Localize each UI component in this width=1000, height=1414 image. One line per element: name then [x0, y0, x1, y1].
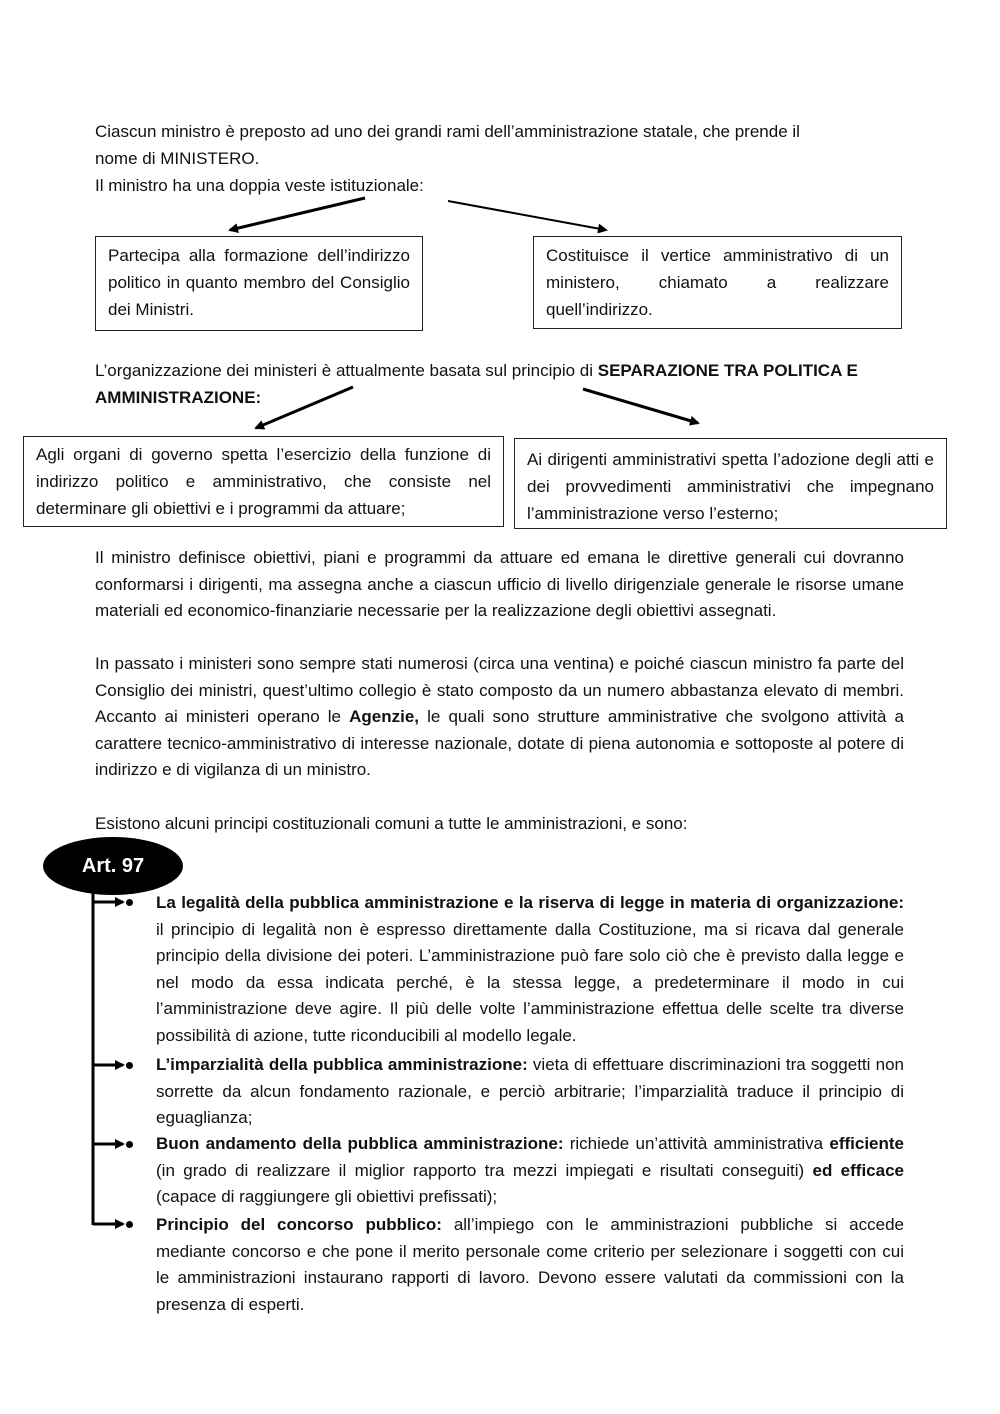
past-paragraph-text: In passato i ministeri sono sempre stati numerosi (circa una ventina) e poiché ciascun ministro fa parte del Consiglio dei ministri, quest’ultimo collegio è stato composto da un numero abbastanza elevato di membri. Accanto ai ministeri operano le: [95, 654, 904, 727]
past-paragraph: [95, 651, 904, 784]
intro-line-2: nome di MINISTERO.: [95, 149, 260, 168]
principle-impartiality: [156, 1052, 904, 1132]
principle-legality-text: il principio di legalità non è espresso direttamente dalla Costituzione, ma si ricava dal generale principio della divisione dei poteri. L’amministrazione può fare solo ciò che è previsto dalla legge e nel modo da essa indicata perché, è la stessa legge, a predeterminare il modo in cui l’amministrazione deve agire. Il più delle volte l’amministrazione effettua delle scelte tra diverse possibilità di azione, tutte riconducibili al modello legale.: [156, 919, 904, 1045]
principle-public-competition-text: all’impiego con le amministrazioni pubbliche si accede mediante concorso e che pone il merito personale come criterio per selezionare i soggetti con cui le amministrazioni instaurano rapporti di lavoro. Devono essere valutati da commissioni con la presenza di esperti.: [156, 1215, 905, 1314]
bullet-dot: [126, 1062, 133, 1069]
principle-legality-title: La legalità della pubblica amministrazione e la riserva di legge in materia di organizzazione:: [156, 893, 904, 912]
role-box-political-text: Partecipa alla formazione dell’indirizzo politico in quanto membro del Consiglio dei Ministri.: [108, 246, 410, 319]
principle-public-competition-title: Principio del concorso pubblico:: [156, 1215, 442, 1234]
principle-impartiality-text: vieta di effettuare discriminazioni tra soggetti non sorrette da alcun fondamento razionale, e perciò arbitrarie; l’imparzialità traduce il principio di eguaglianza;: [156, 1055, 904, 1128]
principle-good-performance-title: Buon andamento della pubblica amministrazione:: [156, 1134, 564, 1153]
principle-public-competition: [156, 1212, 904, 1318]
role-box-administrative-text: Costituisce il vertice amministrativo di un ministero, chiamato a realizzare quell’indirizzo.: [546, 246, 889, 319]
separation-box-managers-text: Ai dirigenti amministrativi spetta l’adozione degli atti e dei provvedimenti amministrativi che impegnano l’amministrazione verso l’esterno;: [527, 450, 934, 523]
separation-paragraph: [95, 357, 905, 411]
intro-line-3: Il ministro ha una doppia veste istituzionale:: [95, 176, 424, 195]
art97-bracket: [93, 893, 123, 1225]
principles-intro: Esistono alcuni principi costituzionali comuni a tutte le amministrazioni, e sono:: [95, 814, 688, 833]
separation-box-government: [23, 436, 504, 527]
principle-good-performance: [156, 1131, 904, 1211]
principle-good-performance-text-3: (capace di raggiungere gli obiettivi prefissati);: [156, 1187, 498, 1207]
principle-impartiality-title: L’imparzialità della pubblica amministrazione:: [156, 1055, 528, 1074]
arrow-to-role-left: [230, 198, 365, 230]
principle-good-performance-text: richiede un’attività amministrativa: [563, 1134, 830, 1153]
separation-bold: SEPARAZIONE TRA POLITICA E AMMINISTRAZIONE:: [95, 361, 858, 407]
bullet-dot: [126, 1221, 133, 1228]
principle-good-performance-text-2: (in grado di realizzare il miglior rapporto tra mezzi impiegati e risultati conseguiti): [156, 1160, 813, 1180]
principle-legality: [156, 890, 904, 1050]
minister-paragraph: Il ministro definisce obiettivi, piani e programmi da attuare ed emana le direttive generali cui dovranno conformarsi i dirigenti, ma assegna anche a ciascun ufficio di livello dirigenziale generale le risorse umane materiali ed economico-finanziarie necessarie per la realizzazione degli obiettivi assegnati.: [95, 548, 904, 621]
art97-label: Art. 97: [43, 837, 183, 895]
separation-box-government-text: Agli organi di governo spetta l’esercizio della funzione di indirizzo politico e amministrativo, che consiste nel determinare gli obiettivi e i programmi da attuare;: [36, 445, 491, 518]
arrow-to-role-right: [448, 201, 606, 230]
bullet-dot: [126, 899, 133, 906]
past-paragraph-text-after: le quali sono strutture amministrative che svolgono attività a carattere tecnico-amministrativo di interesse nazionale, dotate di piena autonomia e sottoposte al potere di indirizzo e di vigilanza di un ministro.: [95, 707, 904, 780]
bullet-dot: [126, 1141, 133, 1148]
role-box-administrative: [533, 236, 902, 329]
agenzie-bold: Agenzie,: [349, 707, 420, 727]
intro-line-1: Ciascun ministro è preposto ad uno dei grandi rami dell’amministrazione statale, che prende il: [95, 122, 800, 141]
separation-text: L’organizzazione dei ministeri è attualmente basata sul principio di: [95, 361, 598, 380]
effective-bold: ed efficace: [812, 1160, 904, 1180]
role-box-political: [95, 236, 423, 331]
separation-box-managers: [514, 438, 947, 529]
efficient-bold: efficiente: [829, 1134, 904, 1153]
